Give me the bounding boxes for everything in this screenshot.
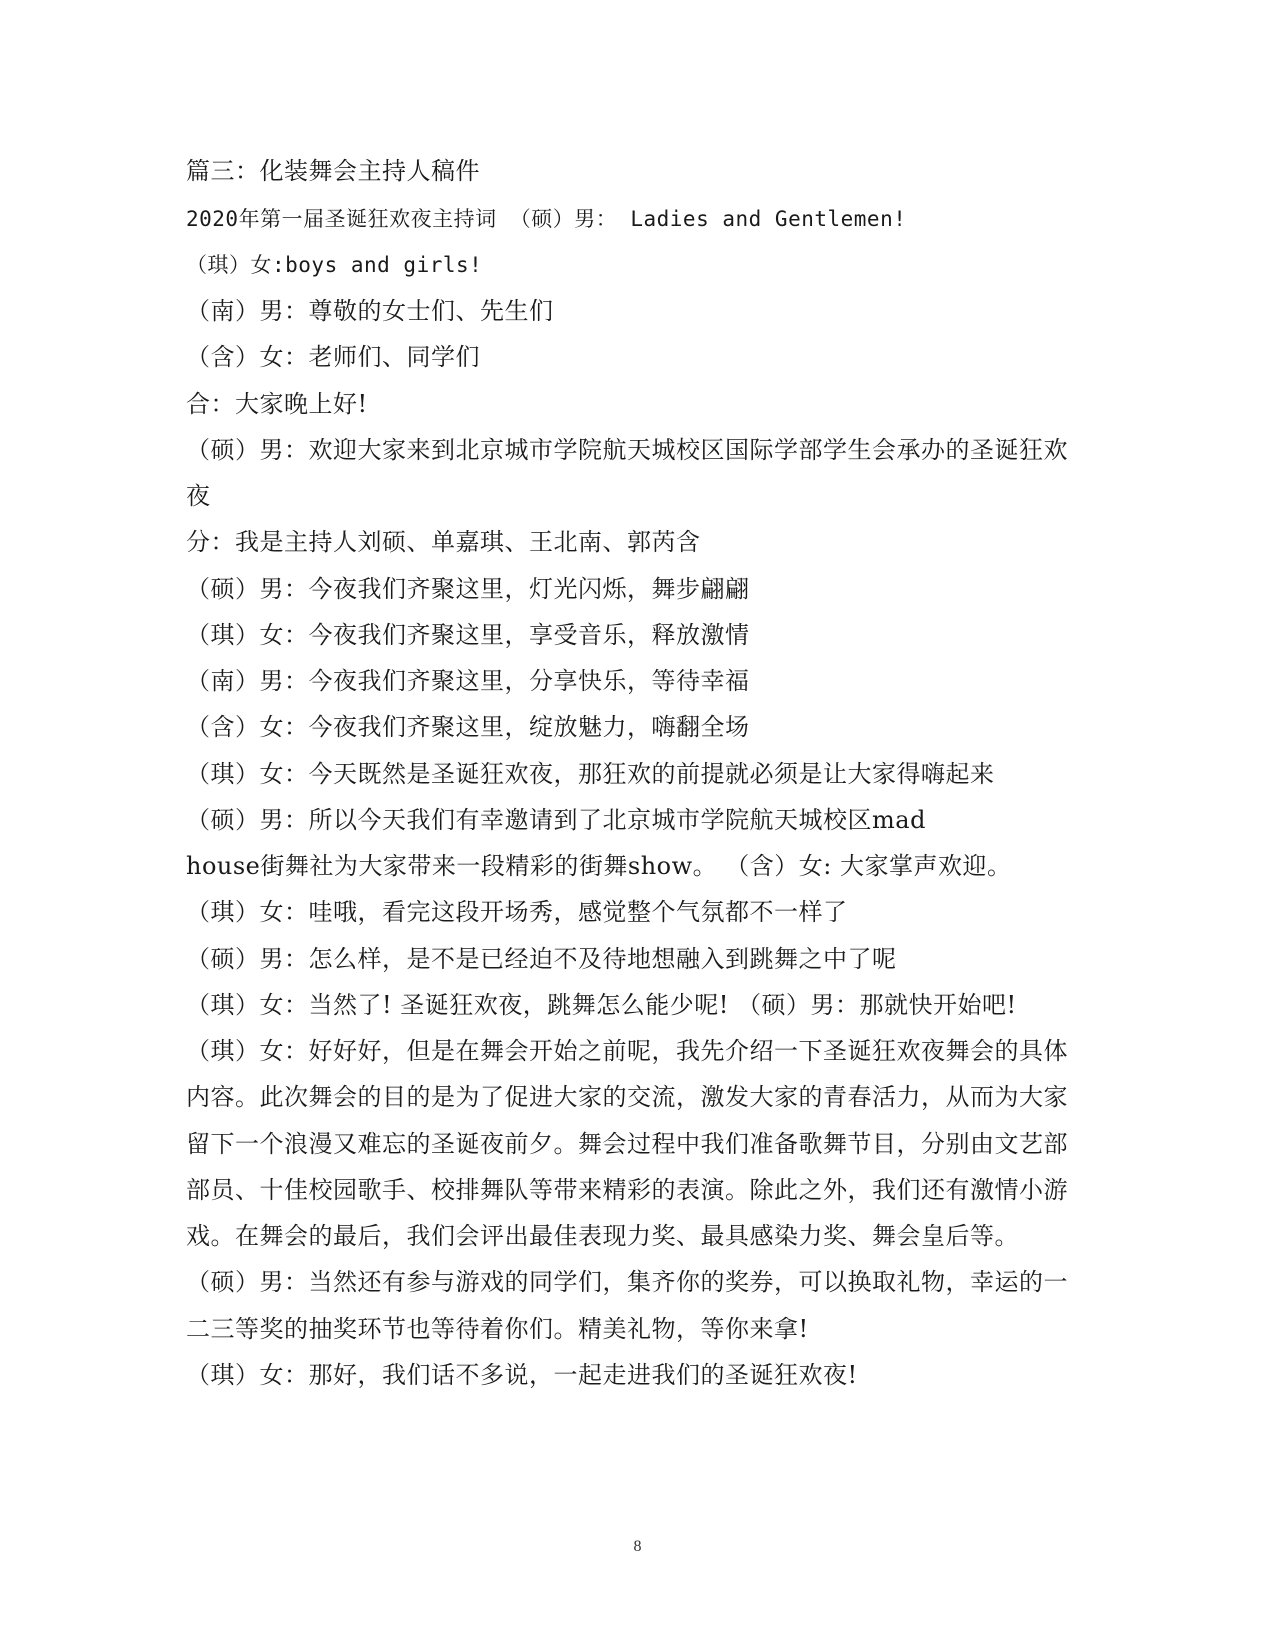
text-line: （南）男：尊敬的女士们、先生们 [186,297,554,325]
text-line: 戏。在舞会的最后，我们会评出最佳表现力奖、最具感染力奖、舞会皇后等。 [186,1222,1019,1250]
text-line: （含）女：今夜我们齐聚这里，绽放魅力，嗨翻全场 [186,713,750,741]
text-line: 分：我是主持人刘硕、单嘉琪、王北南、郭芮含 [186,528,701,556]
text-line: 留下一个浪漫又难忘的圣诞夜前夕。舞会过程中我们准备歌舞节目，分别由文艺部 [186,1130,1068,1158]
text-line: （琪）女：那好，我们话不多说，一起走进我们的圣诞狂欢夜! [186,1361,858,1389]
text-line: （硕）男：当然还有参与游戏的同学们，集齐你的奖券，可以换取礼物，幸运的一 [186,1268,1068,1296]
text-line: （琪）女：好好好，但是在舞会开始之前呢，我先介绍一下圣诞狂欢夜舞会的具体 [186,1037,1068,1065]
text-line: （南）男：今夜我们齐聚这里，分享快乐，等待幸福 [186,667,750,695]
text-line: （硕）男：怎么样，是不是已经迫不及待地想融入到跳舞之中了呢 [186,945,897,973]
text-line: （琪）女：今夜我们齐聚这里，享受音乐，释放激情 [186,621,750,649]
text-line: （琪）女：当然了! 圣诞狂欢夜，跳舞怎么能少呢! （硕）男：那就快开始吧! [186,991,1017,1019]
text-line: （琪）女：今天既然是圣诞狂欢夜，那狂欢的前提就必须是让大家得嗨起来 [186,760,995,788]
text-line: house街舞社为大家带来一段精彩的街舞show。 （含）女: 大家掌声欢迎。 [186,852,1012,880]
text-line: 内容。此次舞会的目的是为了促进大家的交流，激发大家的青春活力，从而为大家 [186,1083,1068,1111]
text-line: 二三等奖的抽奖环节也等待着你们。精美礼物，等你来拿! [186,1315,809,1343]
text-line: （硕）男：今夜我们齐聚这里，灯光闪烁，舞步翩翩 [186,575,750,603]
text-line: 部员、十佳校园歌手、校排舞队等带来精彩的表演。除此之外，我们还有激情小游 [186,1176,1068,1204]
text-line: （硕）男：所以今天我们有幸邀请到了北京城市学院航天城校区mad [186,806,926,834]
text-line: （含）女：老师们、同学们 [186,343,480,371]
text-line: （琪）女：哇哦，看完这段开场秀，感觉整个气氛都不一样了 [186,898,848,926]
section-title: 篇三：化装舞会主持人稿件 [186,157,480,185]
page-number: 8 [633,1538,642,1555]
text-line: （硕）男：欢迎大家来到北京城市学院航天城校区国际学部学生会承办的圣诞狂欢 [186,436,1068,464]
text-line: 夜 [186,482,211,510]
text-line: （琪）女:boys and girls! [186,253,483,277]
text-line: 2020年第一届圣诞狂欢夜主持词 （硕）男： Ladies and Gentlemen! [186,207,907,231]
text-line: 合：大家晚上好! [186,390,368,418]
